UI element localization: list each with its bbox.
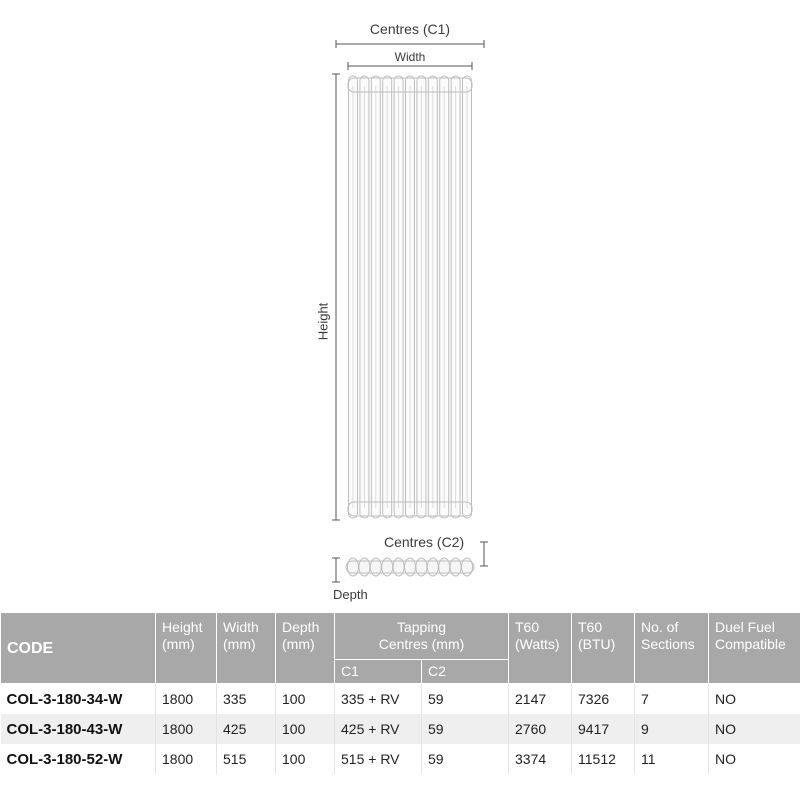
cell-depth: 100 bbox=[276, 684, 335, 715]
cell-btu: 7326 bbox=[572, 684, 635, 715]
table-row bbox=[1, 684, 800, 715]
cell-height: 1800 bbox=[156, 684, 217, 715]
cell-sections: 11 bbox=[635, 744, 709, 774]
table-header-row bbox=[1, 613, 800, 660]
cell-code: COL-3-180-34-W bbox=[1, 684, 156, 715]
header-tapping-centres: Tapping Centres (mm) bbox=[335, 613, 509, 660]
cell-c2: 59 bbox=[422, 714, 509, 744]
cell-width: 515 bbox=[217, 744, 276, 774]
header-t60-btu: T60 (BTU) bbox=[572, 613, 635, 684]
cell-sections: 7 bbox=[635, 684, 709, 715]
centres-c2-dimension bbox=[480, 542, 488, 566]
header-t60-watts: T60 (Watts) bbox=[509, 613, 572, 684]
header-code: CODE bbox=[1, 613, 156, 684]
width-label: Width bbox=[394, 50, 426, 64]
cell-watts: 3374 bbox=[509, 744, 572, 774]
cell-sections: 9 bbox=[635, 714, 709, 744]
cell-watts: 2147 bbox=[509, 684, 572, 715]
table-row bbox=[1, 744, 800, 774]
cell-height: 1800 bbox=[156, 714, 217, 744]
cell-code: COL-3-180-43-W bbox=[1, 714, 156, 744]
radiator-plan-view bbox=[346, 558, 474, 576]
centres-c1-dimension bbox=[336, 40, 484, 48]
cell-width: 335 bbox=[217, 684, 276, 715]
centres-c2-label: Centres (C2) bbox=[384, 534, 465, 550]
cell-depth: 100 bbox=[276, 714, 335, 744]
cell-dual-fuel: NO bbox=[709, 744, 800, 774]
header-width: Width (mm) bbox=[217, 613, 276, 684]
cell-c2: 59 bbox=[422, 744, 509, 774]
height-dimension bbox=[332, 74, 340, 520]
depth-label: Depth bbox=[333, 587, 368, 602]
header-c2: C2 bbox=[422, 660, 509, 684]
header-sections: No. of Sections bbox=[635, 613, 709, 684]
height-label: Height bbox=[315, 302, 331, 341]
cell-code: COL-3-180-52-W bbox=[1, 744, 156, 774]
cell-dual-fuel: NO bbox=[709, 684, 800, 715]
centres-c1-label: Centres (C1) bbox=[369, 21, 451, 37]
radiator-front-view bbox=[348, 76, 472, 518]
specification-table bbox=[0, 612, 800, 774]
cell-c1: 515 + RV bbox=[335, 744, 422, 774]
cell-c2: 59 bbox=[422, 684, 509, 715]
cell-height: 1800 bbox=[156, 744, 217, 774]
cell-width: 425 bbox=[217, 714, 276, 744]
depth-dimension bbox=[332, 558, 340, 582]
header-c1: C1 bbox=[335, 660, 422, 684]
header-height: Height (mm) bbox=[156, 613, 217, 684]
cell-c1: 425 + RV bbox=[335, 714, 422, 744]
cell-btu: 9417 bbox=[572, 714, 635, 744]
cell-dual-fuel: NO bbox=[709, 714, 800, 744]
cell-btu: 11512 bbox=[572, 744, 635, 774]
cell-watts: 2760 bbox=[509, 714, 572, 744]
cell-depth: 100 bbox=[276, 744, 335, 774]
table-row bbox=[1, 714, 800, 744]
header-depth: Depth (mm) bbox=[276, 613, 335, 684]
header-dual-fuel: Duel Fuel Compatible bbox=[709, 613, 800, 684]
cell-c1: 335 + RV bbox=[335, 684, 422, 715]
